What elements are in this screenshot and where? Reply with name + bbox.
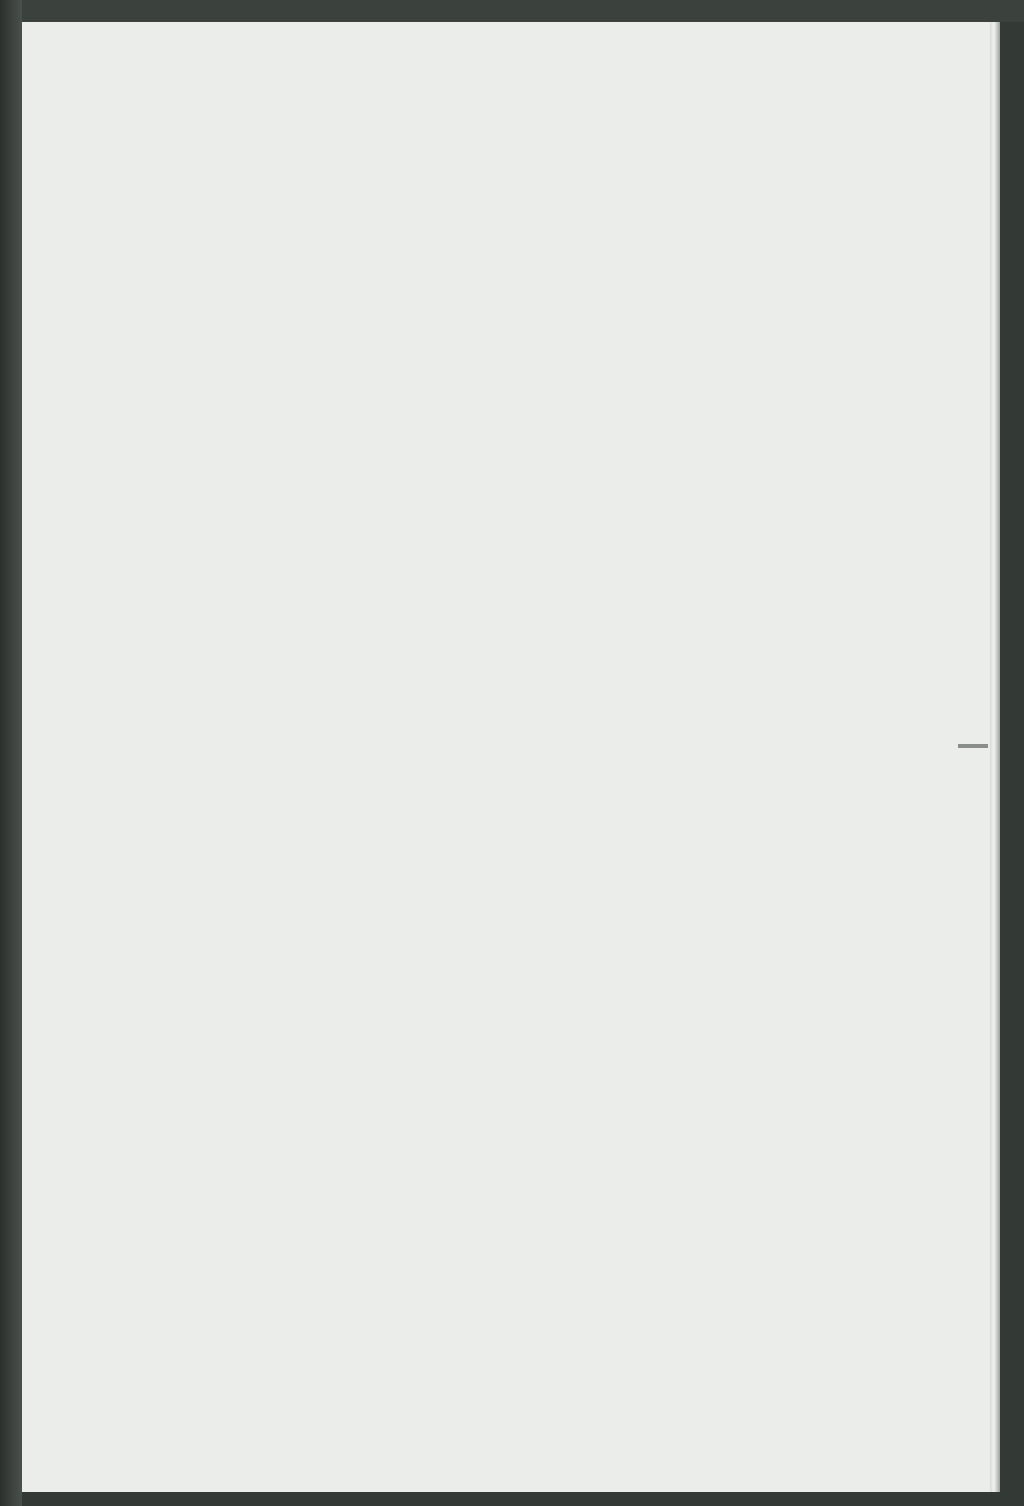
page [22,22,990,1492]
scan-border-left [0,0,22,1506]
page-edge [990,22,1000,1492]
scan-border-top [0,0,1024,22]
page-marker [958,744,988,748]
